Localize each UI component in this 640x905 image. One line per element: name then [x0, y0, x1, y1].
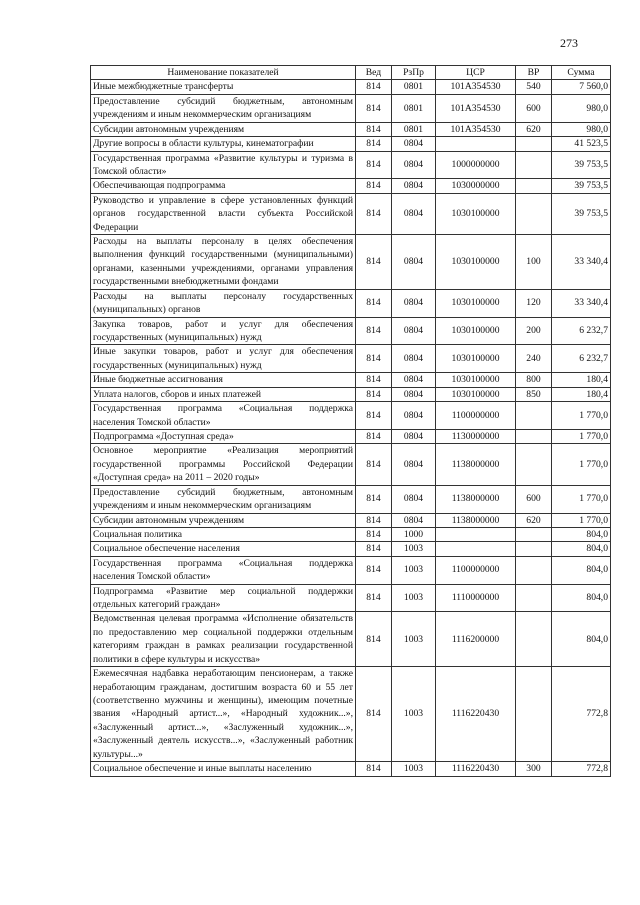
cell-rzpr: 0801 [392, 94, 436, 122]
cell-csr: 1030100000 [436, 235, 516, 290]
cell-vr: 120 [516, 289, 552, 317]
table-row [91, 387, 611, 401]
table-row [91, 235, 611, 290]
table-row [91, 556, 611, 584]
cell-rzpr: 1000 [392, 527, 436, 541]
cell-csr: 1030100000 [436, 193, 516, 234]
cell-csr: 1030100000 [436, 373, 516, 387]
table-row [91, 485, 611, 513]
table-row [91, 80, 611, 94]
cell-ved: 814 [356, 373, 392, 387]
cell-csr: 1100000000 [436, 556, 516, 584]
cell-name: Социальная политика [91, 527, 356, 541]
cell-sum: 804,0 [552, 612, 611, 667]
table-row [91, 402, 611, 430]
cell-sum: 1 770,0 [552, 444, 611, 485]
cell-sum: 804,0 [552, 556, 611, 584]
cell-vr [516, 151, 552, 179]
cell-name: Государственная программа «Социальная поддержка населения Томской области» [91, 402, 356, 430]
table-row [91, 193, 611, 234]
cell-ved: 814 [356, 485, 392, 513]
table-row [91, 179, 611, 193]
cell-rzpr: 0804 [392, 485, 436, 513]
cell-vr [516, 179, 552, 193]
cell-ved: 814 [356, 429, 392, 443]
cell-csr: 1030100000 [436, 289, 516, 317]
cell-vr: 200 [516, 317, 552, 345]
cell-rzpr: 1003 [392, 612, 436, 667]
cell-vr [516, 444, 552, 485]
cell-sum: 33 340,4 [552, 235, 611, 290]
cell-ved: 814 [356, 513, 392, 527]
cell-rzpr: 0801 [392, 80, 436, 94]
cell-vr: 600 [516, 94, 552, 122]
cell-rzpr: 1003 [392, 584, 436, 612]
cell-rzpr: 0804 [392, 179, 436, 193]
cell-name: Другие вопросы в области культуры, кинематографии [91, 137, 356, 151]
cell-sum: 6 232,7 [552, 317, 611, 345]
cell-sum: 804,0 [552, 527, 611, 541]
cell-rzpr: 1003 [392, 762, 436, 776]
cell-name: Государственная программа «Социальная поддержка населения Томской области» [91, 556, 356, 584]
header-csr: ЦСР [436, 66, 516, 80]
cell-vr [516, 527, 552, 541]
budget-table [90, 65, 611, 777]
table-row [91, 289, 611, 317]
cell-vr: 620 [516, 513, 552, 527]
cell-csr: 1138000000 [436, 444, 516, 485]
table-row [91, 122, 611, 136]
cell-rzpr: 0804 [392, 387, 436, 401]
cell-csr: 101A354530 [436, 80, 516, 94]
cell-name: Субсидии автономным учреждениям [91, 122, 356, 136]
table-row [91, 542, 611, 556]
cell-ved: 814 [356, 179, 392, 193]
cell-vr [516, 193, 552, 234]
cell-sum: 1 770,0 [552, 513, 611, 527]
cell-vr: 600 [516, 485, 552, 513]
cell-csr: 1100000000 [436, 402, 516, 430]
cell-sum: 39 753,5 [552, 151, 611, 179]
cell-vr: 240 [516, 345, 552, 373]
header-rzpr: РзПр [392, 66, 436, 80]
cell-name: Закупка товаров, работ и услуг для обеспечения государственных (муниципальных) нужд [91, 317, 356, 345]
cell-sum: 39 753,5 [552, 179, 611, 193]
cell-vr: 540 [516, 80, 552, 94]
cell-ved: 814 [356, 387, 392, 401]
cell-csr: 1030100000 [436, 317, 516, 345]
cell-csr: 1116200000 [436, 612, 516, 667]
cell-sum: 804,0 [552, 542, 611, 556]
table-row [91, 317, 611, 345]
cell-name: Предоставление субсидий бюджетным, автономным учреждениям и иным некоммерческим организациям [91, 94, 356, 122]
cell-csr: 1110000000 [436, 584, 516, 612]
header-sum: Сумма [552, 66, 611, 80]
cell-csr: 1138000000 [436, 485, 516, 513]
table-row [91, 373, 611, 387]
cell-vr [516, 667, 552, 762]
cell-rzpr: 0801 [392, 122, 436, 136]
cell-name: Расходы на выплаты персоналу в целях обеспечения выполнения функций государственными (муниципальными) органами, казенными учреждениями, органами управления государственными внебюджетными фондами [91, 235, 356, 290]
cell-csr: 1030100000 [436, 345, 516, 373]
table-row [91, 137, 611, 151]
cell-vr [516, 137, 552, 151]
cell-ved: 814 [356, 289, 392, 317]
cell-ved: 814 [356, 193, 392, 234]
cell-name: Основное мероприятие «Реализация мероприятий государственной программы Российской Федерации «Доступная среда» на 2011 – 2020 годы» [91, 444, 356, 485]
cell-name: Иные межбюджетные трансферты [91, 80, 356, 94]
cell-name: Руководство и управление в сфере установленных функций органов государственной власти субъекта Российской Федерации [91, 193, 356, 234]
header-name: Наименование показателей [91, 66, 356, 80]
cell-name: Подпрограмма «Развитие мер социальной поддержки отдельных категорий граждан» [91, 584, 356, 612]
cell-vr [516, 584, 552, 612]
cell-rzpr: 1003 [392, 542, 436, 556]
cell-ved: 814 [356, 556, 392, 584]
table-body [91, 80, 611, 776]
cell-ved: 814 [356, 80, 392, 94]
cell-vr: 850 [516, 387, 552, 401]
cell-ved: 814 [356, 345, 392, 373]
cell-csr: 1138000000 [436, 513, 516, 527]
page-number: 273 [560, 36, 578, 50]
table-row [91, 151, 611, 179]
cell-csr: 1116220430 [436, 762, 516, 776]
cell-rzpr: 0804 [392, 317, 436, 345]
cell-ved: 814 [356, 527, 392, 541]
cell-name: Подпрограмма «Доступная среда» [91, 429, 356, 443]
header-vr: ВР [516, 66, 552, 80]
cell-sum: 39 753,5 [552, 193, 611, 234]
cell-csr [436, 137, 516, 151]
cell-rzpr: 0804 [392, 345, 436, 373]
cell-name: Социальное обеспечение населения [91, 542, 356, 556]
cell-vr [516, 542, 552, 556]
cell-vr: 620 [516, 122, 552, 136]
cell-csr [436, 542, 516, 556]
cell-rzpr: 0804 [392, 373, 436, 387]
cell-csr: 1130000000 [436, 429, 516, 443]
cell-name: Предоставление субсидий бюджетным, автономным учреждениям и иным некоммерческим организациям [91, 485, 356, 513]
cell-ved: 814 [356, 542, 392, 556]
cell-rzpr: 1003 [392, 667, 436, 762]
cell-ved: 814 [356, 402, 392, 430]
table-row [91, 584, 611, 612]
cell-name: Государственная программа «Развитие культуры и туризма в Томской области» [91, 151, 356, 179]
table-row [91, 345, 611, 373]
cell-csr: 101A354530 [436, 94, 516, 122]
cell-csr: 1000000000 [436, 151, 516, 179]
cell-ved: 814 [356, 444, 392, 485]
cell-name: Ежемесячная надбавка неработающим пенсионерам, а также неработающим гражданам, достигшим возраста 60 и 55 лет (соответственно мужчины и женщины), имеющим почетные звания «Народный артист...», «Народный художник...», «Заслуженный артист...», «Заслуженный художник...», «Заслуженный деятель искусств...», «Заслуженный работник культуры...» [91, 667, 356, 762]
cell-rzpr: 0804 [392, 402, 436, 430]
cell-ved: 814 [356, 137, 392, 151]
cell-vr: 100 [516, 235, 552, 290]
cell-rzpr: 0804 [392, 151, 436, 179]
cell-name: Субсидии автономным учреждениям [91, 513, 356, 527]
cell-vr [516, 612, 552, 667]
cell-rzpr: 0804 [392, 137, 436, 151]
cell-ved: 814 [356, 122, 392, 136]
cell-rzpr: 0804 [392, 235, 436, 290]
cell-csr: 101A354530 [436, 122, 516, 136]
cell-ved: 814 [356, 584, 392, 612]
table-header-row [91, 66, 611, 80]
cell-ved: 814 [356, 151, 392, 179]
cell-name: Иные бюджетные ассигнования [91, 373, 356, 387]
cell-sum: 980,0 [552, 122, 611, 136]
cell-ved: 814 [356, 235, 392, 290]
cell-rzpr: 1003 [392, 556, 436, 584]
cell-ved: 814 [356, 94, 392, 122]
cell-name: Уплата налогов, сборов и иных платежей [91, 387, 356, 401]
table-row [91, 612, 611, 667]
cell-sum: 180,4 [552, 373, 611, 387]
cell-sum: 7 560,0 [552, 80, 611, 94]
cell-sum: 772,8 [552, 667, 611, 762]
cell-sum: 180,4 [552, 387, 611, 401]
cell-sum: 6 232,7 [552, 345, 611, 373]
cell-rzpr: 0804 [392, 444, 436, 485]
table-row [91, 527, 611, 541]
cell-vr [516, 429, 552, 443]
cell-name: Расходы на выплаты персоналу государственных (муниципальных) органов [91, 289, 356, 317]
cell-sum: 1 770,0 [552, 429, 611, 443]
cell-csr: 1116220430 [436, 667, 516, 762]
cell-sum: 1 770,0 [552, 402, 611, 430]
table-row [91, 513, 611, 527]
cell-vr: 300 [516, 762, 552, 776]
cell-name: Иные закупки товаров, работ и услуг для обеспечения государственных (муниципальных) нужд [91, 345, 356, 373]
cell-ved: 814 [356, 667, 392, 762]
table-row [91, 762, 611, 776]
cell-rzpr: 0804 [392, 429, 436, 443]
table-row [91, 444, 611, 485]
cell-ved: 814 [356, 317, 392, 345]
cell-sum: 772,8 [552, 762, 611, 776]
header-ved: Вед [356, 66, 392, 80]
cell-sum: 980,0 [552, 94, 611, 122]
cell-rzpr: 0804 [392, 289, 436, 317]
cell-sum: 33 340,4 [552, 289, 611, 317]
cell-rzpr: 0804 [392, 193, 436, 234]
cell-name: Социальное обеспечение и иные выплаты населению [91, 762, 356, 776]
cell-csr [436, 527, 516, 541]
cell-ved: 814 [356, 762, 392, 776]
cell-rzpr: 0804 [392, 513, 436, 527]
cell-name: Обеспечивающая подпрограмма [91, 179, 356, 193]
cell-vr: 800 [516, 373, 552, 387]
cell-sum: 41 523,5 [552, 137, 611, 151]
cell-vr [516, 556, 552, 584]
table-row [91, 429, 611, 443]
cell-sum: 1 770,0 [552, 485, 611, 513]
cell-name: Ведомственная целевая программа «Исполнение обязательств по предоставлению мер социальной поддержки отдельным категориям граждан в рамках реализации государственной политики в сфере культуры и искусства» [91, 612, 356, 667]
cell-csr: 1030000000 [436, 179, 516, 193]
table-row [91, 667, 611, 762]
cell-vr [516, 402, 552, 430]
table-row [91, 94, 611, 122]
cell-csr: 1030100000 [436, 387, 516, 401]
cell-sum: 804,0 [552, 584, 611, 612]
cell-ved: 814 [356, 612, 392, 667]
